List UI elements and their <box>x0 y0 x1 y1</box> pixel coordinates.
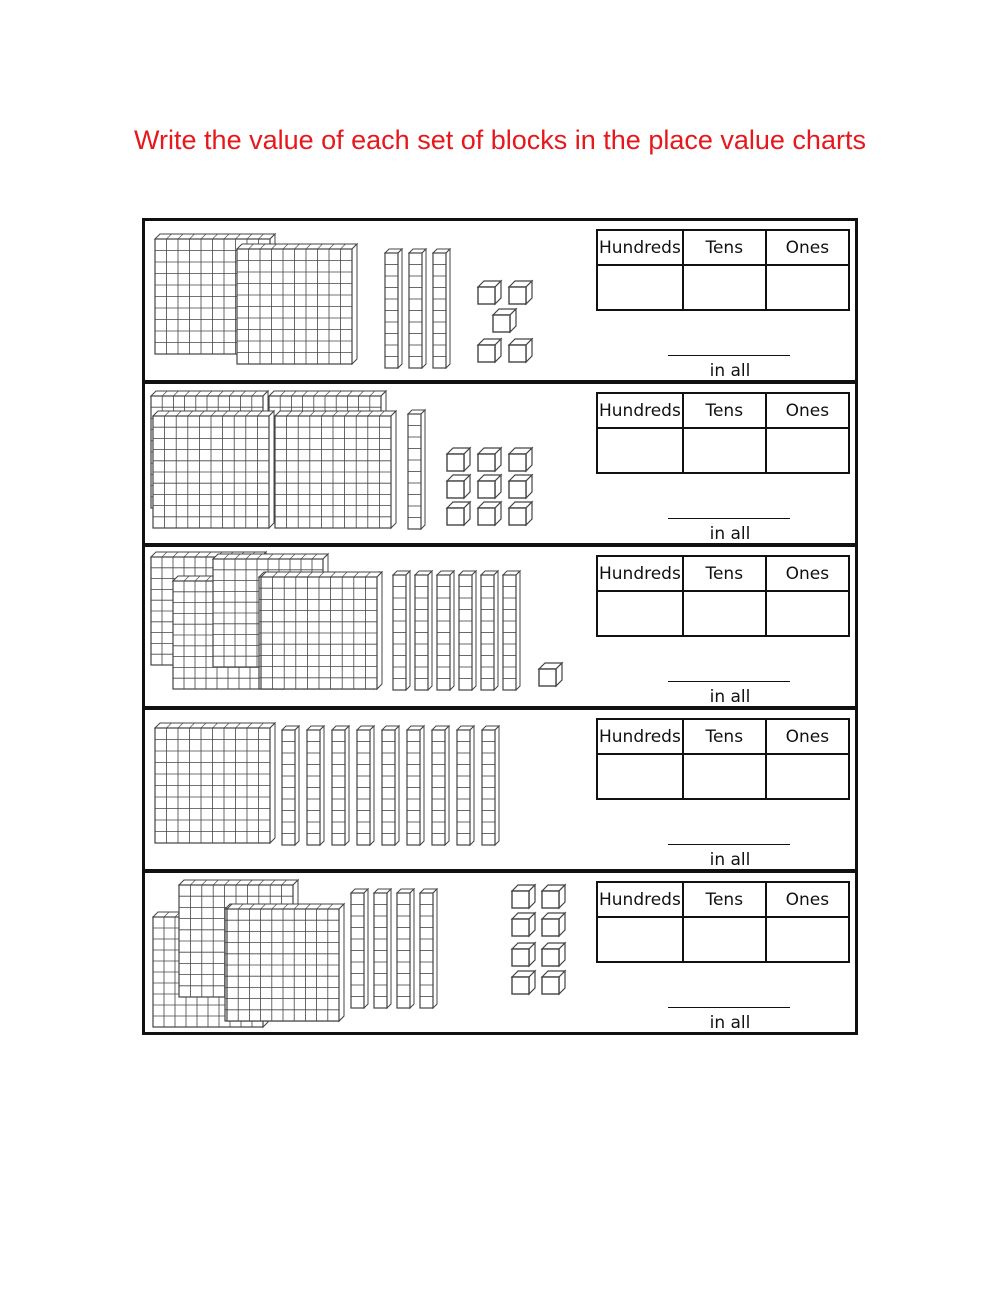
ten-rod-block <box>433 249 450 368</box>
base-ten-blocks-2 <box>145 384 590 544</box>
place-value-chart-4 <box>596 718 850 800</box>
place-value-chart-5 <box>596 881 850 963</box>
ten-rod-block <box>437 571 454 690</box>
one-cube-block <box>478 502 501 525</box>
one-cube-block <box>478 339 501 362</box>
one-cube-block <box>509 502 532 525</box>
problem-row-4 <box>142 707 858 872</box>
ten-rod-block <box>407 726 424 845</box>
ten-rod-block <box>420 889 437 1008</box>
hundreds-header: Hundreds <box>597 393 683 428</box>
ten-rod-block <box>457 726 474 845</box>
worksheet-sheet <box>142 218 858 1036</box>
hundred-flat-block <box>227 904 344 1021</box>
base-ten-blocks-1 <box>145 221 590 381</box>
ten-rod-block <box>482 726 499 845</box>
ones-header: Ones <box>766 393 849 428</box>
ten-rod-block <box>408 410 425 529</box>
ten-rod-block <box>393 571 410 690</box>
total-answer-line[interactable] <box>668 355 790 356</box>
tens-header: Tens <box>683 556 766 591</box>
worksheet-title: Write the value of each set of blocks in the place value charts <box>134 125 866 155</box>
tens-header: Tens <box>683 393 766 428</box>
hundreds-answer-cell[interactable] <box>597 265 683 310</box>
problem-row-1 <box>142 218 858 383</box>
ten-rod-block <box>397 889 414 1008</box>
ten-rod-block <box>503 571 520 690</box>
place-value-chart-2 <box>596 392 850 474</box>
ones-header: Ones <box>766 556 849 591</box>
total-answer-line[interactable] <box>668 844 790 845</box>
one-cube-block <box>512 943 535 966</box>
ten-rod-block <box>307 726 324 845</box>
tens-answer-cell[interactable] <box>683 591 766 636</box>
one-cube-block <box>509 448 532 471</box>
base-ten-blocks-5 <box>145 873 590 1033</box>
ten-rod-block <box>282 726 299 845</box>
ones-answer-cell[interactable] <box>766 591 849 636</box>
ten-rod-block <box>374 889 391 1008</box>
problem-row-3 <box>142 544 858 709</box>
one-cube-block <box>542 885 565 908</box>
tens-answer-cell[interactable] <box>683 754 766 799</box>
hundreds-answer-cell[interactable] <box>597 917 683 962</box>
total-answer-line[interactable] <box>668 518 790 519</box>
in-all-label: in all <box>709 524 751 544</box>
one-cube-block <box>542 971 565 994</box>
ten-rod-block <box>385 249 402 368</box>
ones-answer-cell[interactable] <box>766 754 849 799</box>
tens-header: Tens <box>683 882 766 917</box>
ones-header: Ones <box>766 230 849 265</box>
place-value-chart-1 <box>596 229 850 311</box>
ten-rod-block <box>432 726 449 845</box>
ten-rod-block <box>481 571 498 690</box>
hundred-flat-block <box>275 411 396 528</box>
ones-answer-cell[interactable] <box>766 917 849 962</box>
ten-rod-block <box>357 726 374 845</box>
one-cube-block <box>512 971 535 994</box>
in-all-label: in all <box>709 1013 751 1033</box>
one-cube-block <box>542 913 565 936</box>
ten-rod-block <box>415 571 432 690</box>
in-all-label: in all <box>709 361 751 381</box>
hundred-flat-block <box>237 244 357 364</box>
ones-answer-cell[interactable] <box>766 265 849 310</box>
tens-answer-cell[interactable] <box>683 917 766 962</box>
total-answer-line[interactable] <box>668 681 790 682</box>
hundreds-answer-cell[interactable] <box>597 754 683 799</box>
one-cube-block <box>493 309 516 332</box>
hundreds-header: Hundreds <box>597 230 683 265</box>
one-cube-block <box>542 943 565 966</box>
one-cube-block <box>478 475 501 498</box>
one-cube-block <box>509 339 532 362</box>
one-cube-block <box>447 475 470 498</box>
one-cube-block <box>512 913 535 936</box>
hundreds-header: Hundreds <box>597 719 683 754</box>
in-all-label: in all <box>709 850 751 870</box>
one-cube-block <box>447 502 470 525</box>
one-cube-block <box>478 448 501 471</box>
ten-rod-block <box>332 726 349 845</box>
ten-rod-block <box>382 726 399 845</box>
hundred-flat-block <box>153 411 274 528</box>
tens-answer-cell[interactable] <box>683 265 766 310</box>
hundreds-answer-cell[interactable] <box>597 428 683 473</box>
ones-header: Ones <box>766 882 849 917</box>
one-cube-block <box>478 281 501 304</box>
ones-header: Ones <box>766 719 849 754</box>
in-all-label: in all <box>709 687 751 707</box>
tens-header: Tens <box>683 719 766 754</box>
one-cube-block <box>447 448 470 471</box>
ten-rod-block <box>409 249 426 368</box>
place-value-chart-3 <box>596 555 850 637</box>
ten-rod-block <box>351 889 368 1008</box>
ones-answer-cell[interactable] <box>766 428 849 473</box>
total-answer-line[interactable] <box>668 1007 790 1008</box>
problem-row-2 <box>142 381 858 546</box>
hundreds-header: Hundreds <box>597 882 683 917</box>
one-cube-block <box>512 885 535 908</box>
tens-answer-cell[interactable] <box>683 428 766 473</box>
hundred-flat-block <box>155 723 275 843</box>
hundred-flat-block <box>261 572 382 689</box>
one-cube-block <box>539 663 562 686</box>
hundreds-header: Hundreds <box>597 556 683 591</box>
tens-header: Tens <box>683 230 766 265</box>
ten-rod-block <box>459 571 476 690</box>
one-cube-block <box>509 281 532 304</box>
hundreds-answer-cell[interactable] <box>597 591 683 636</box>
base-ten-blocks-4 <box>145 710 590 870</box>
problem-row-5 <box>142 870 858 1035</box>
one-cube-block <box>509 475 532 498</box>
base-ten-blocks-3 <box>145 547 590 707</box>
